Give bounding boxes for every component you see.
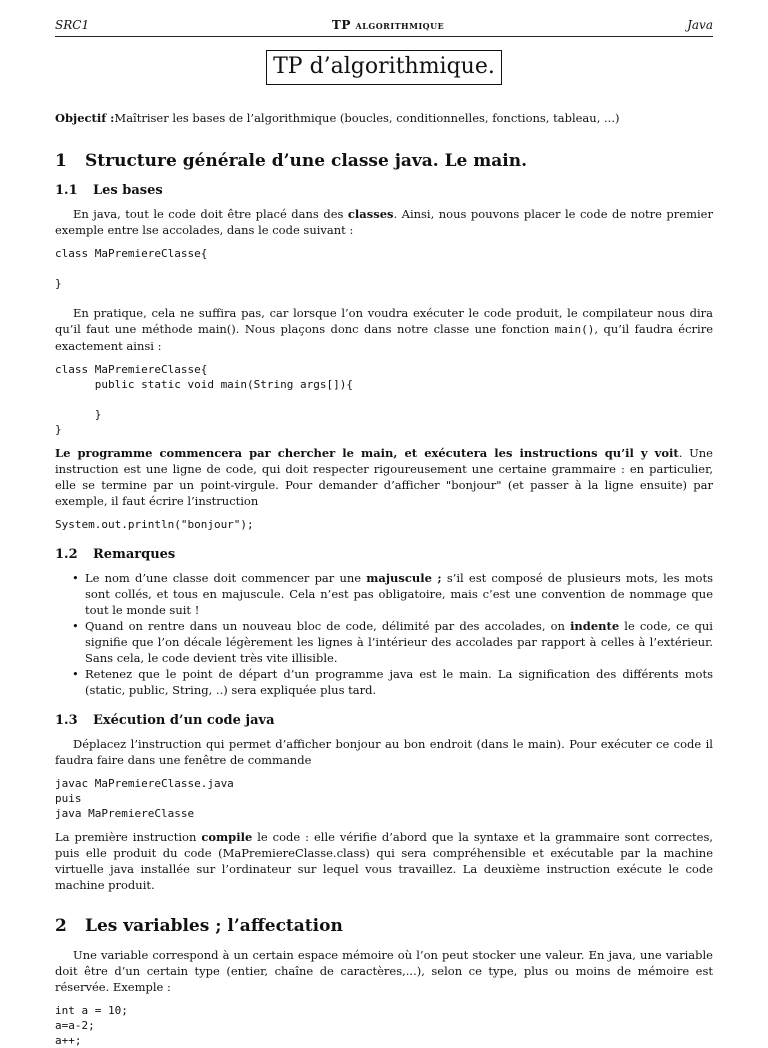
text-run: Retenez que le point de départ d’un programme java est le main. La signification des différents mots (static, public, String, ..) sera expliquée plus tard. [85, 667, 713, 697]
bullet-icon: • [72, 667, 79, 681]
section-2-number: 2 [55, 916, 67, 936]
subsection-1-1-number: 1.1 [55, 183, 78, 198]
paragraph-1-3-a: Déplacez l’instruction qui permet d’afficher bonjour au bon endroit (dans le main). Pour exécuter ce code il faudra faire dans une fenêtre de commande [55, 737, 713, 767]
objectif-paragraph [55, 110, 713, 126]
paragraph-1-1-a [55, 206, 713, 238]
objectif-text: Maîtriser les bases de l’algorithmique (boucles, conditionnelles, fonctions, tableau, ...) [114, 111, 620, 125]
inline-code-main: main() [554, 323, 595, 336]
list-item [72, 666, 713, 698]
text-run: . Ainsi, nous pouvons placer le code de notre premier exemple entre lse accolades, dans le code suivant : [55, 207, 713, 237]
text-run: En pratique, cela ne suffira pas, car lorsque l’on voudra exécuter le code produit, le compilateur nous dira qu’il faut une méthode main(). Nous plaçons donc dans notre classe une fonction [55, 306, 713, 336]
subsection-1-3-number: 1.3 [55, 713, 78, 728]
section-1-title: Structure générale d’une classe java. Le main. [85, 151, 528, 171]
code-block-class: class MaPremiereClasse{ } [55, 247, 208, 290]
paragraph-1-3-b [55, 829, 713, 893]
subsection-1-2-heading [55, 546, 713, 564]
remarks-list [55, 570, 713, 698]
paragraph-1-1-b [55, 305, 713, 354]
objectif-label: Objectif : [55, 111, 115, 125]
paragraph-1-1-c [55, 445, 713, 509]
bullet-icon: • [72, 571, 79, 585]
running-header [55, 16, 713, 37]
bold-instruction-text: Le programme commencera par chercher le main, et exécutera les instructions qu’il y voit [55, 446, 679, 460]
section-2-title: Les variables ; l’affectation [85, 916, 343, 936]
document-body [55, 50, 713, 1048]
subsection-1-3-heading [55, 712, 713, 730]
header-right: Java [687, 18, 713, 32]
section-1-heading [55, 150, 713, 172]
subsection-1-2-number: 1.2 [55, 547, 78, 562]
text-run: Le nom d’une classe doit commencer par une [85, 571, 367, 585]
code-block-javac: javac MaPremiereClasse.java puis java MaPremiereClasse [55, 777, 234, 820]
document-title: TP d’algorithmique. [266, 50, 502, 85]
subsection-1-1-title: Les bases [93, 183, 163, 198]
bold-compile: compile [201, 830, 253, 844]
text-run: s’il est composé de plusieurs mots, les mots sont collés, et tous en majuscule. Cela n’est pas obligatoire, mais c’est une convention de nommage que tout le monde suit ! [85, 571, 713, 617]
bold-indente: indente [570, 619, 620, 633]
text-run: , qu’il faudra écrire exactement ainsi : [55, 322, 713, 353]
text-run: le code, ce qui signifie que l’on décale légèrement les lignes à l’intérieur des accolades par rapport à celles à l’extérieur. Sans cela, le code devient très vite illisible. [85, 619, 713, 665]
bold-majuscule: majuscule ; [366, 571, 442, 585]
code-block-main: class MaPremiereClasse{ public static void main(String args[]){ } } [55, 363, 354, 436]
header-left: SRC1 [55, 18, 90, 32]
code-block-variables: int a = 10; a=a-2; a++; [55, 1004, 128, 1047]
list-item [72, 618, 713, 666]
title-container [55, 50, 713, 85]
bold-classes: classes [347, 207, 394, 221]
text-run: . Une instruction est une ligne de code, qui doit respecter rigoureusement une certaine grammaire : en particulier, elle se termine par un point-virgule. Pour demander d’afficher "bonjour" (et passer à la ligne ensuite) par exemple, il faut écrire l’instruction [55, 446, 713, 508]
header-center: TP algorithmique [331, 18, 445, 32]
list-item [72, 570, 713, 618]
text-run: Quand on rentre dans un nouveau bloc de code, délimité par des accolades, on [85, 619, 571, 633]
paragraph-2-a: Une variable correspond à un certain espace mémoire où l’on peut stocker une valeur. En java, une variable doit être d’un certain type (entier, chaîne de caractères,...), selon ce type, plus ou moins de mémoire est réservée. Exemple : [55, 948, 713, 994]
subsection-1-2-title: Remarques [93, 547, 176, 562]
section-2-heading [55, 915, 713, 937]
text-run: le code : elle vérifie d’abord que la syntaxe et la grammaire sont correctes, puis elle produit du code (MaPremiereClasse.class) qui sera compréhensible et exécutable par la machine virtuelle java installée sur l’ordinateur sur lequel vous travaillez. La deuxième instruction exécute le code machine produit. [55, 830, 714, 892]
bullet-icon: • [72, 619, 79, 633]
text-run: La première instruction [55, 830, 202, 844]
subsection-1-1-heading [55, 182, 713, 200]
section-1-number: 1 [55, 151, 67, 171]
text-run: En java, tout le code doit être placé dans des [73, 207, 348, 221]
subsection-1-3-title: Exécution d’un code java [93, 713, 275, 728]
code-block-println: System.out.println("bonjour"); [55, 518, 254, 531]
